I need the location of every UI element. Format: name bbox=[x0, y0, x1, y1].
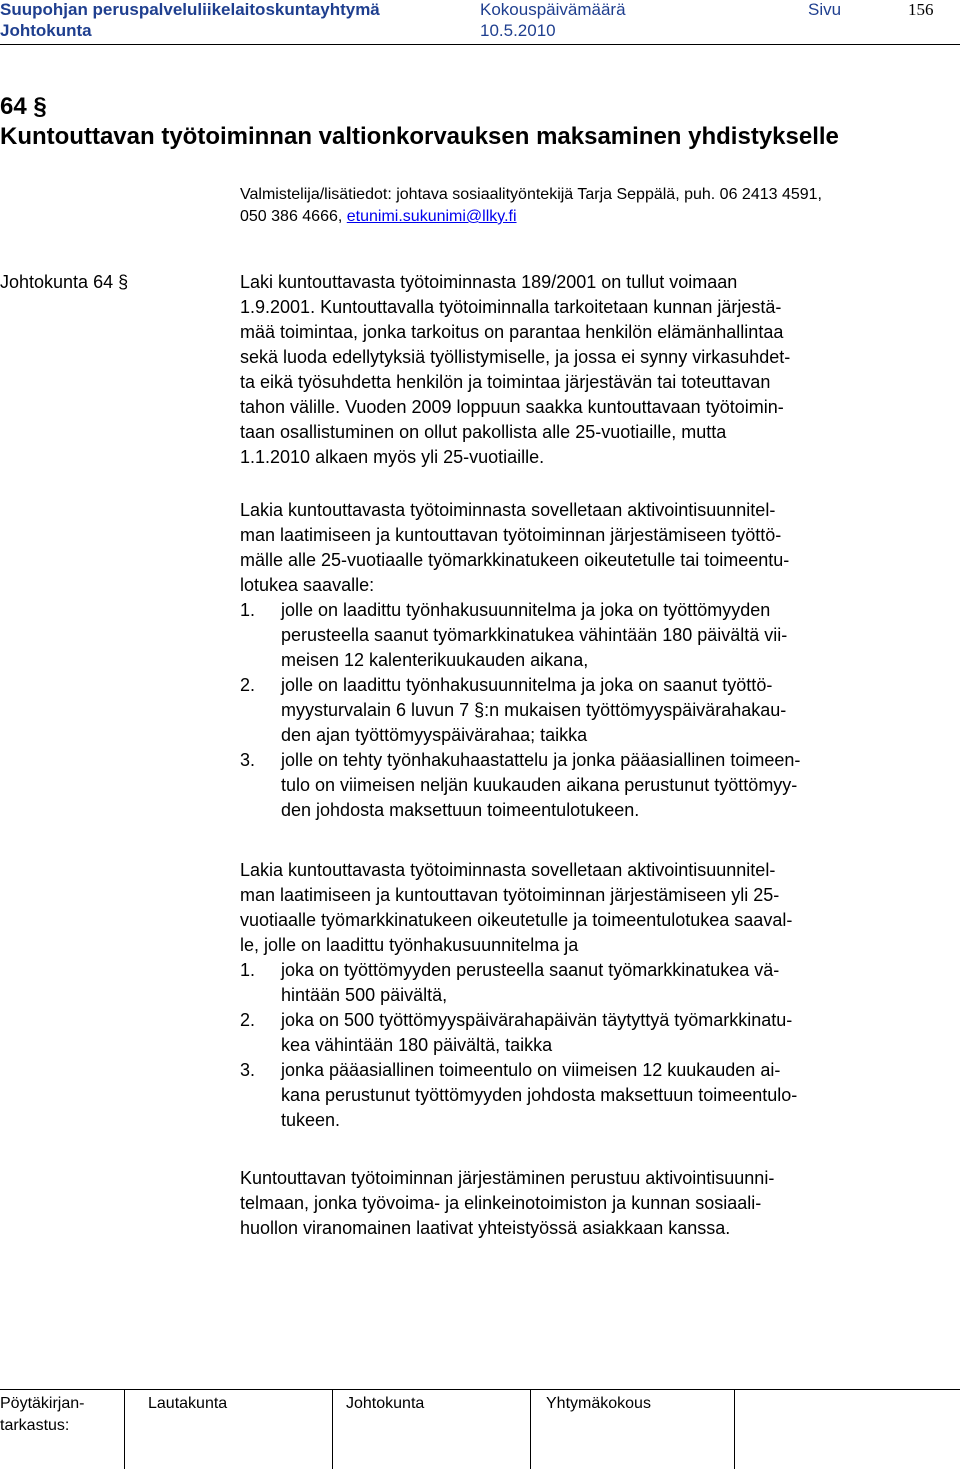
header-date: 10.5.2010 bbox=[480, 21, 556, 40]
footer-col3-label: Yhtymäkokous bbox=[546, 1395, 651, 1412]
paragraph-4 bbox=[240, 1166, 930, 1241]
text-line: 1.9.2001. Kuntouttavalla työtoiminnalla tarkoitetaan kunnan järjestä- bbox=[240, 297, 782, 317]
footer-col-johtokunta bbox=[346, 1393, 424, 1415]
text-line: den ajan työttömyyspäivärahaa; taikka bbox=[281, 725, 588, 745]
list-item bbox=[240, 598, 930, 673]
text-line: hintään 500 päivältä, bbox=[281, 985, 448, 1005]
header-body-name: Johtokunta bbox=[0, 21, 92, 40]
footer-rule bbox=[0, 1389, 960, 1390]
list-number: 3. bbox=[240, 1060, 256, 1080]
preparer-phone: 050 386 4666, bbox=[240, 208, 347, 225]
text-line: jolle on tehty työnhakuhaastattelu ja jonka pääasiallinen toimeen- bbox=[281, 750, 801, 770]
paragraph-2 bbox=[240, 498, 930, 823]
text-line: Kuntouttavan työtoiminnan järjestäminen perustuu aktivointisuunni- bbox=[240, 1168, 775, 1188]
text-line: 1.1.2010 alkaen myös yli 25-vuotiaille. bbox=[240, 447, 545, 467]
header-rule bbox=[0, 44, 960, 45]
email-link[interactable]: etunimi.sukunimi@llky.fi bbox=[346, 208, 517, 225]
text-line: Laki kuntouttavasta työtoiminnasta 189/2001 on tullut voimaan bbox=[240, 272, 738, 292]
text-line: meisen 12 kalenterikuukauden aikana, bbox=[281, 650, 589, 670]
footer-checked-label bbox=[0, 1393, 84, 1437]
text-line: jolle on laadittu työnhakusuunnitelma ja joka on työttömyyden bbox=[281, 600, 771, 620]
footer-checked-line1: Pöytäkirjan- bbox=[0, 1395, 85, 1412]
text-line: jolle on laadittu työnhakusuunnitelma ja joka on saanut työttö- bbox=[281, 675, 773, 695]
text-line: telmaan, jonka työvoima- ja elinkeinotoimiston ja kunnan sosiaali- bbox=[240, 1193, 762, 1213]
text-line: taan osallistuminen on ollut pakollista alle 25-vuotiaille, mutta bbox=[240, 422, 727, 442]
text-line: kea vähintään 180 päivältä, taikka bbox=[281, 1035, 553, 1055]
list-item bbox=[240, 748, 930, 823]
footer-divider bbox=[530, 1390, 531, 1469]
text-line: kana perustunut työttömyyden johdosta maksettuun toimeentulo- bbox=[281, 1085, 798, 1105]
text-line: le, jolle on laadittu työnhakusuunnitelma ja bbox=[240, 935, 579, 955]
text-line: myysturvalain 6 luvun 7 §:n mukaisen työttömyyspäivärahakau- bbox=[281, 700, 787, 720]
footer-col2-label: Johtokunta bbox=[346, 1395, 425, 1412]
text-line: joka on työttömyyden perusteella saanut työmarkkinatukea vä- bbox=[281, 960, 780, 980]
text-line: tulo on viimeisen neljän kuukauden aikana perustunut työttömyy- bbox=[281, 775, 798, 795]
text-line: Lakia kuntouttavasta työtoiminnasta sovelletaan aktivointisuunnitel- bbox=[240, 860, 776, 880]
section-title bbox=[0, 92, 839, 152]
paragraph-1 bbox=[240, 270, 930, 470]
list-item bbox=[240, 1008, 930, 1058]
footer-col-lautakunta bbox=[148, 1393, 227, 1415]
text-line: tukeen. bbox=[281, 1110, 341, 1130]
footer-divider bbox=[124, 1390, 125, 1469]
header-org: Suupohjan peruspalveluliikelaitoskuntayhtymä bbox=[0, 0, 380, 19]
section-heading: Kuntouttavan työtoiminnan valtionkorvauksen maksaminen yhdistykselle bbox=[0, 123, 839, 150]
list-number: 2. bbox=[240, 1010, 256, 1030]
header-page-label: Sivu bbox=[808, 0, 842, 19]
footer-col-yhtymakokous bbox=[546, 1393, 651, 1415]
preparer-info bbox=[240, 184, 822, 228]
text-line: tahon välille. Vuoden 2009 loppuun saakka kuntouttavaan työtoimin- bbox=[240, 397, 784, 417]
list-item bbox=[240, 958, 930, 1008]
list-number: 1. bbox=[240, 600, 256, 620]
preparer-line2 bbox=[240, 206, 822, 228]
text-line: mälle alle 25-vuotiaalle työmarkkinatukeen oikeutetulle tai toimeentu- bbox=[240, 550, 790, 570]
footer-checked-line2: tarkastus: bbox=[0, 1417, 70, 1434]
text-line: mää toimintaa, jonka tarkoitus on parantaa henkilön elämänhallintaa bbox=[240, 322, 784, 342]
text-line: joka on 500 työttömyyspäivärahapäivän täytyttyä työmarkkinatu- bbox=[281, 1010, 793, 1030]
section-number: 64 § bbox=[0, 93, 47, 120]
list-number: 2. bbox=[240, 675, 256, 695]
text-line: Lakia kuntouttavasta työtoiminnasta sovelletaan aktivointisuunnitel- bbox=[240, 500, 776, 520]
text-line: den johdosta maksettuun toimeentulotukeen. bbox=[281, 800, 640, 820]
text-line: sekä luoda edellytyksiä työllistymiselle, ja jossa ei synny virkasuhdet- bbox=[240, 347, 791, 367]
text-line: huollon viranomainen laativat yhteistyössä asiakkaan kanssa. bbox=[240, 1218, 731, 1238]
text-line: jonka pääasiallinen toimeentulo on viimeisen 12 kuukauden ai- bbox=[281, 1060, 781, 1080]
paragraph-3 bbox=[240, 858, 930, 1133]
footer-col1-label: Lautakunta bbox=[148, 1395, 228, 1412]
preparer-line1: Valmistelija/lisätiedot: johtava sosiaalityöntekijä Tarja Seppälä, puh. 06 2413 4591, bbox=[240, 186, 822, 203]
text-line: man laatimiseen ja kuntouttavan työtoiminnan järjestämiseen yli 25- bbox=[240, 885, 780, 905]
list-item bbox=[240, 1058, 930, 1133]
header-date-label: Kokouspäivämäärä bbox=[480, 0, 626, 19]
header-page-number: 156 bbox=[908, 0, 934, 19]
footer-divider bbox=[332, 1390, 333, 1469]
list-number: 3. bbox=[240, 750, 256, 770]
text-line: ta eikä työsuhdetta henkilön ja toimintaa järjestävän tai toteuttavan bbox=[240, 372, 771, 392]
text-line: vuotiaalle työmarkkinatukeen oikeutetulle ja toimeentulotukea saaval- bbox=[240, 910, 793, 930]
side-label: Johtokunta 64 § bbox=[0, 272, 129, 292]
list-number: 1. bbox=[240, 960, 256, 980]
text-line: perusteella saanut työmarkkinatukea vähintään 180 päivältä vii- bbox=[281, 625, 788, 645]
text-line: lotukea saavalle: bbox=[240, 575, 375, 595]
list-item bbox=[240, 673, 930, 748]
text-line: man laatimiseen ja kuntouttavan työtoiminnan järjestämiseen työttö- bbox=[240, 525, 782, 545]
footer-divider bbox=[734, 1390, 735, 1469]
